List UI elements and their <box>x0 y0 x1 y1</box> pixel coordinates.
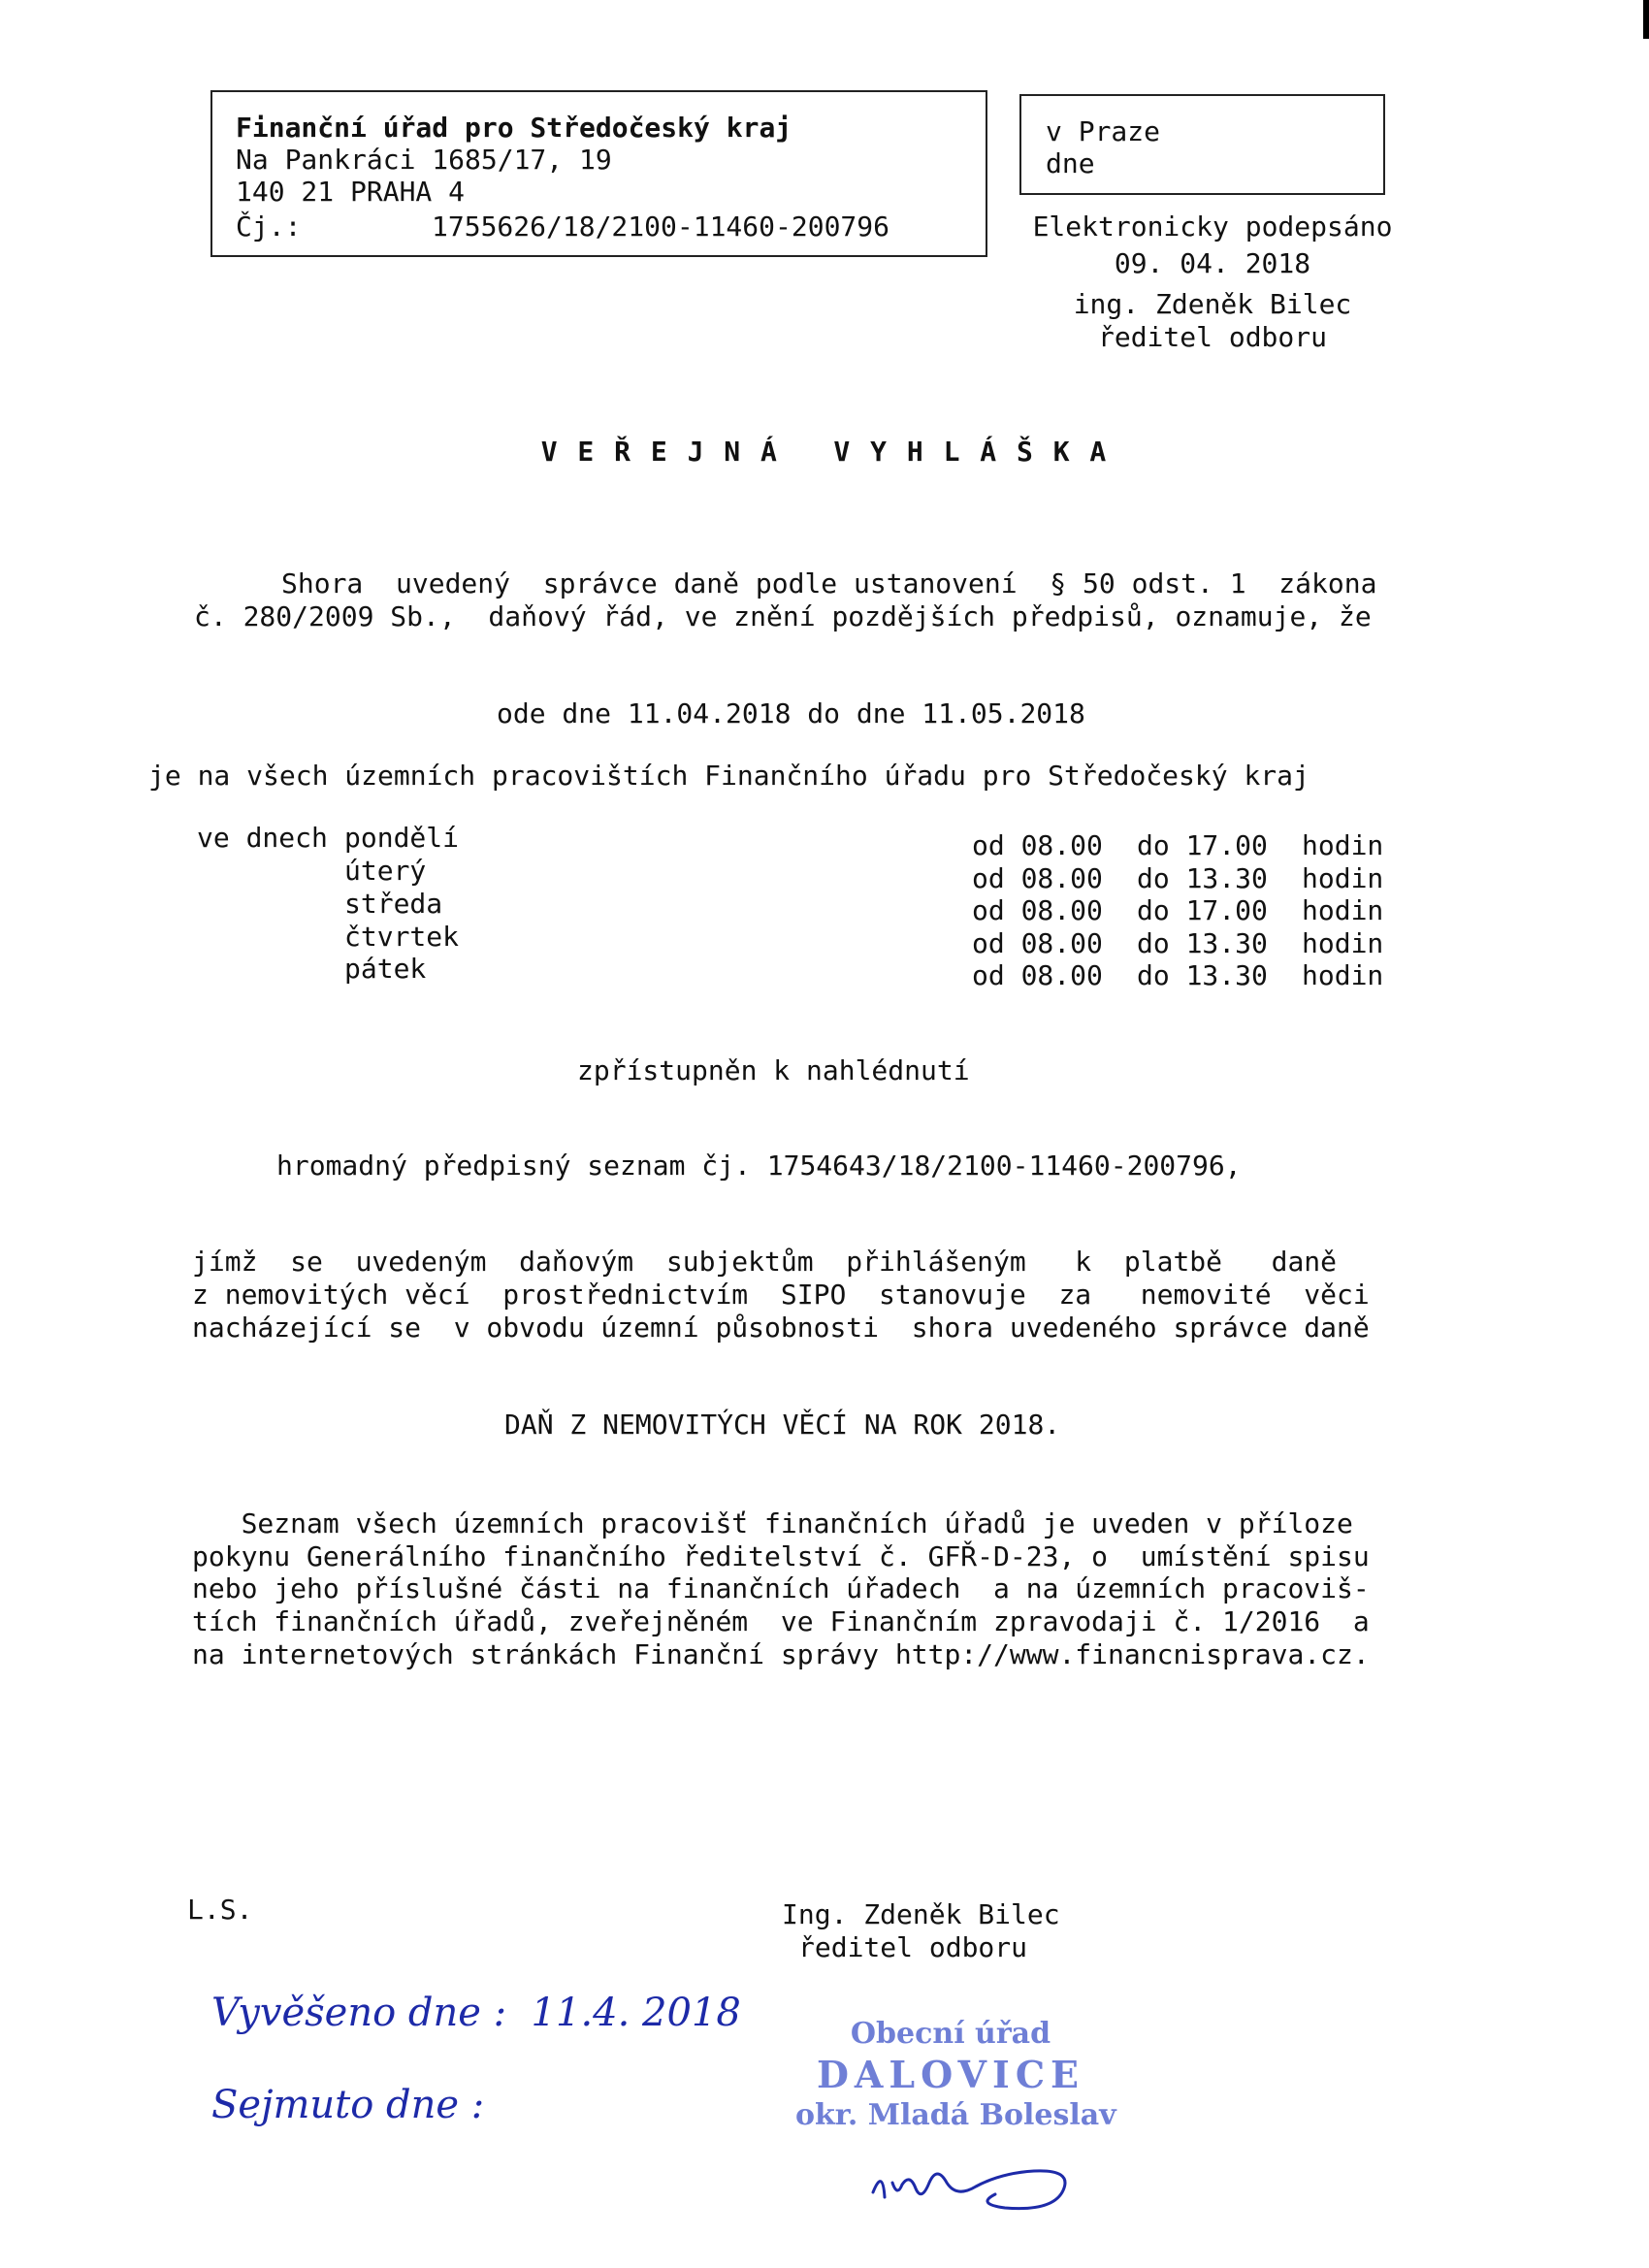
seznam-line-5: na internetových stránkách Finanční správy http://www.financnisprava.cz. <box>192 1638 1370 1670</box>
schedule-unit: hodin <box>1302 829 1384 861</box>
date-label: dne <box>1046 147 1095 179</box>
subject-line-2: z nemovitých věcí prostřednictvím SIPO stanovuje za nemovité věci <box>192 1279 1370 1311</box>
schedule-from: od 08.00 <box>972 862 1103 894</box>
seznam-line-4: tích finančních úřadů, zveřejněném ve Finančním zpravodaji č. 1/2016 a <box>192 1605 1370 1637</box>
schedule-day: čtvrtek <box>344 921 460 953</box>
handwritten-removed-date: Sejmuto dne : <box>211 2083 485 2127</box>
schedule-from: od 08.00 <box>972 829 1103 861</box>
office-address-line-1: Na Pankráci 1685/17, 19 <box>236 144 612 176</box>
handwritten-posted-date: Vyvěšeno dne : 11.4. 2018 <box>211 1991 741 2035</box>
schedule-prefix: ve dnech <box>197 822 328 854</box>
reference-label: Čj.: <box>236 211 302 243</box>
schedule-to: do 13.30 <box>1137 862 1268 894</box>
reference-number: 1755626/18/2100-11460-200796 <box>432 211 890 243</box>
schedule-day: středa <box>344 888 443 920</box>
esign-label: Elektronicky podepsáno <box>1032 211 1393 243</box>
schedule-to: do 17.00 <box>1137 829 1268 861</box>
scan-edge-mark <box>1643 0 1649 39</box>
schedule-to: do 17.00 <box>1137 894 1268 926</box>
office-stamp <box>795 2008 1116 2144</box>
schedule-unit: hodin <box>1302 862 1384 894</box>
location-line: je na všech územních pracovištích Finančního úřadu pro Středočeský kraj <box>148 760 1310 792</box>
office-name: Finanční úřad pro Středočeský kraj <box>236 112 792 144</box>
period: ode dne 11.04.2018 do dne 11.05.2018 <box>497 697 1085 729</box>
intro-line-1: Shora uvedený správce daně podle ustanovení § 50 odst. 1 zákona <box>281 567 1377 599</box>
list-reference: hromadný předpisný seznam čj. 1754643/18/2100-11460-200796, <box>276 1150 1242 1182</box>
subject-line-1: jímž se uvedeným daňovým subjektům přihlášeným k platbě daně <box>192 1246 1338 1278</box>
stamp-line-1: Obecní úřad <box>850 2017 1051 2051</box>
stamp-line-2: DALOVICE <box>816 2053 1085 2096</box>
schedule-day: pátek <box>344 953 427 985</box>
tax-title: DAŇ Z NEMOVITÝCH VĚCÍ NA ROK 2018. <box>504 1409 1061 1441</box>
footer-signer-role: ředitel odboru <box>798 1931 1028 1963</box>
schedule-day: úterý <box>344 855 427 887</box>
footer-signer-name: Ing. Zdeněk Bilec <box>782 1898 1060 1930</box>
ls-mark: L.S. <box>187 1894 253 1926</box>
schedule-unit: hodin <box>1302 927 1384 959</box>
schedule-day: pondělí <box>344 822 460 854</box>
document-title: V E Ř E J N Á V Y H L Á Š K A <box>540 436 1109 468</box>
schedule-from: od 08.00 <box>972 894 1103 926</box>
subject-line-3: nacházející se v obvodu územní působnosti shora uvedeného správce daně <box>192 1312 1370 1344</box>
seznam-line-2: pokynu Generálního finančního ředitelství č. GFŘ-D-23, o umístění spisu <box>192 1540 1370 1572</box>
stamp-line-3: okr. Mladá Boleslav <box>795 2098 1116 2132</box>
schedule-unit: hodin <box>1302 959 1384 991</box>
schedule-from: od 08.00 <box>972 959 1103 991</box>
esign-name: ing. Zdeněk Bilec <box>1073 288 1352 320</box>
esign-date: 09. 04. 2018 <box>1114 247 1311 279</box>
esign-role: ředitel odboru <box>1097 321 1327 353</box>
schedule-from: od 08.00 <box>972 927 1103 959</box>
access-line: zpřístupněn k nahlédnutí <box>577 1054 970 1086</box>
schedule-unit: hodin <box>1302 894 1384 926</box>
place: v Praze <box>1046 115 1161 147</box>
intro-line-2: č. 280/2009 Sb., daňový řád, ve znění pozdějších předpisů, oznamuje, že <box>194 600 1372 632</box>
handwritten-signature <box>854 2144 1125 2221</box>
seznam-line-3: nebo jeho příslušné části na finančních úřadech a na územních pracoviš- <box>192 1572 1370 1604</box>
schedule-to: do 13.30 <box>1137 959 1268 991</box>
seznam-line-1: Seznam všech územních pracovišť finančních úřadů je uveden v příloze <box>192 1507 1353 1539</box>
schedule-to: do 13.30 <box>1137 927 1268 959</box>
office-address-line-2: 140 21 PRAHA 4 <box>236 176 466 208</box>
